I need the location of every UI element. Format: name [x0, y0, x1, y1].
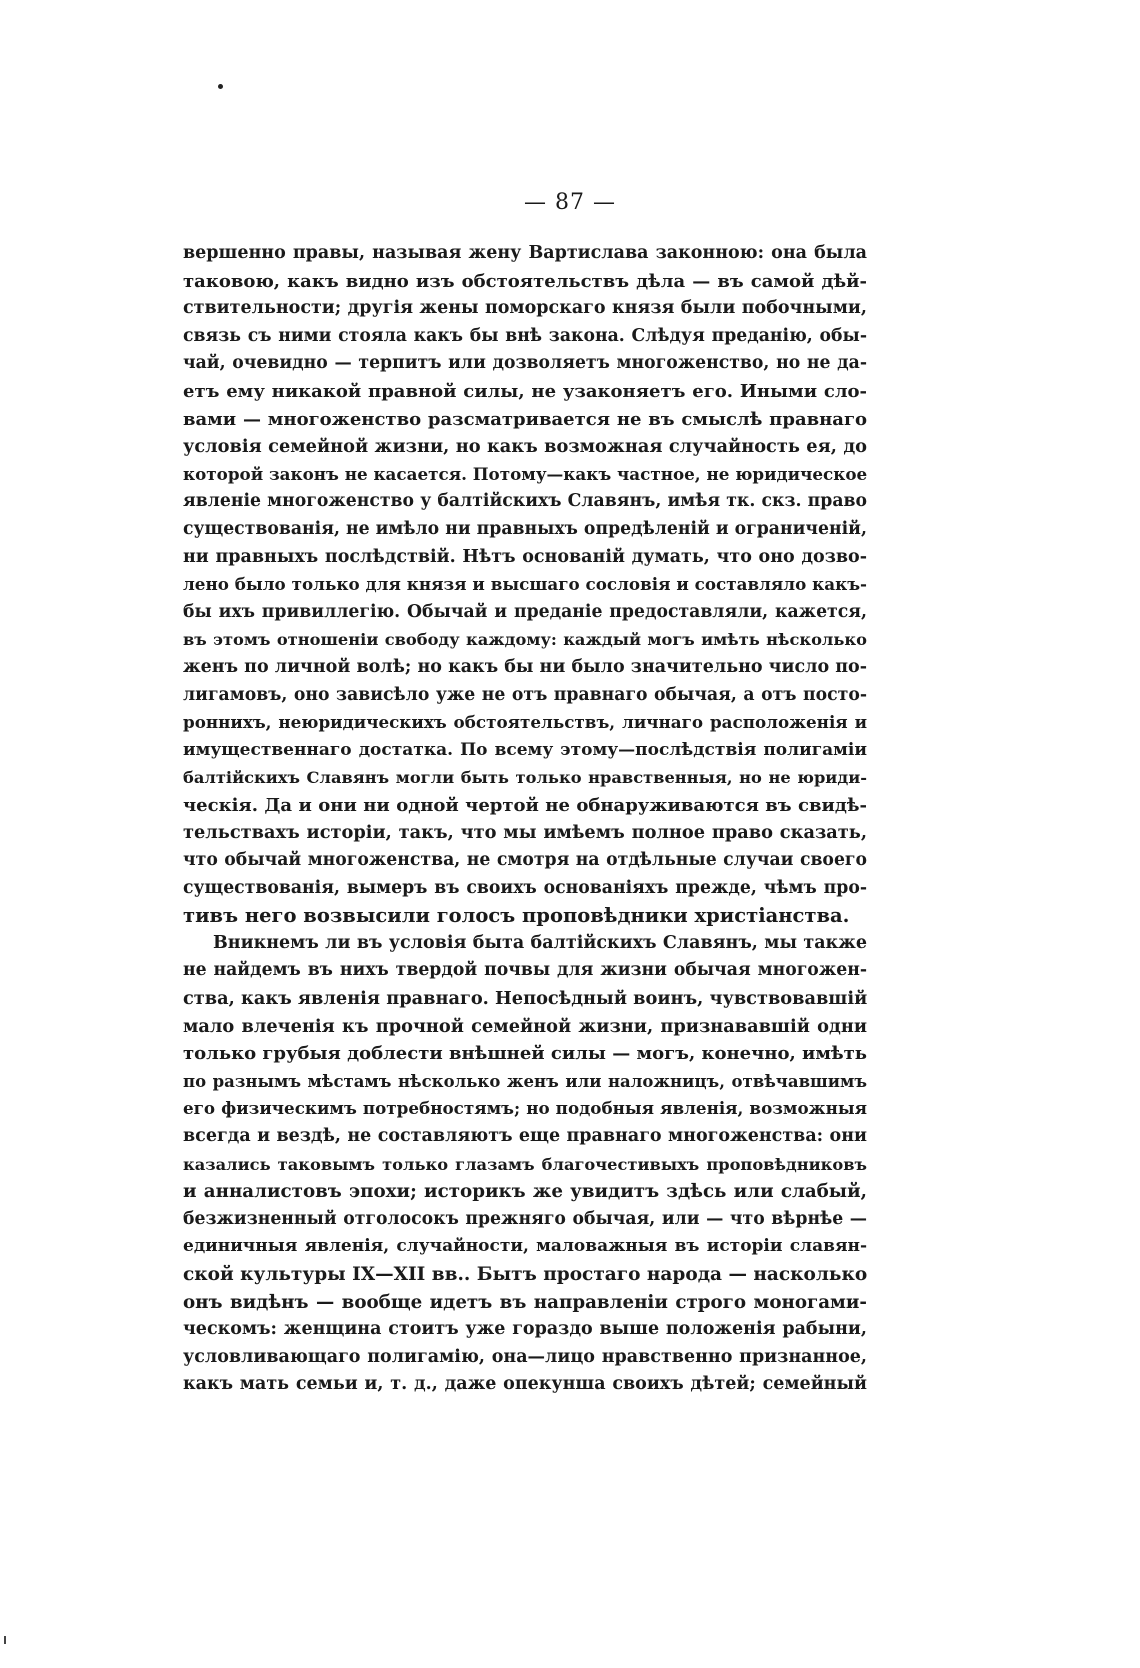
text-line: связь съ ними стояла какъ бы внѣ закона. Слѣдуя преданію, обы-: [183, 325, 867, 346]
text-line: лигамовъ, оно зависѣло уже не отъ правнаго обычая, а отъ посто-: [183, 684, 867, 705]
text-line: ской культуры IX—XII вв.. Бытъ простаго народа — насколько: [183, 1263, 868, 1285]
text-line: тельствахъ исторіи, такъ, что мы имѣемъ полное право сказать,: [183, 822, 867, 844]
text-line: не найдемъ въ нихъ твердой почвы для жизни обычая многожен-: [183, 960, 867, 981]
text-line: казались таковымъ только глазамъ благочестивыхъ проповѣдниковъ: [183, 1154, 867, 1174]
text-line: условія семейной жизни, но какъ возможная случайность ея, до: [183, 436, 867, 458]
text-line: единичныя явленія, случайности, маловажныя въ исторіи славян-: [183, 1236, 867, 1257]
ink-speck: [4, 1636, 6, 1644]
text-line: ческомъ: женщина стоитъ уже гораздо выше положенія рабыни,: [183, 1319, 867, 1340]
text-line: роннихъ, неюридическихъ обстоятельствъ, личнаго расположенія и: [183, 712, 867, 733]
text-line: ни правныхъ послѣдствій. Нѣтъ основаній думать, что оно дозво-: [183, 546, 867, 567]
ink-speck: [218, 84, 223, 89]
text-line: ства, какъ явленія правнаго. Непосѣдный воинъ, чувствовавшій: [183, 988, 868, 1010]
text-line: только грубыя доблести внѣшней силы — могъ, конечно, имѣть: [183, 1043, 868, 1065]
text-line: его физическимъ потребностямъ; но подобныя явленія, возможныя: [183, 1098, 867, 1119]
text-line: таковою, какъ видно изъ обстоятельствъ дѣла — въ самой дѣй-: [183, 270, 867, 292]
text-line: которой законъ не касается. Потому—какъ частное, не юридическое: [183, 463, 868, 484]
text-line: безжизненный отголосокъ прежняго обычая, или — что вѣрнѣе —: [183, 1208, 867, 1229]
text-line: по разнымъ мѣстамъ нѣсколько женъ или наложницъ, отвѣчавшимъ: [183, 1071, 867, 1091]
text-line: мало влеченія къ прочной семейной жизни, признававшій одни: [183, 1015, 867, 1037]
text-line: что обычай многоженства, не смотря на отдѣльные случаи своего: [183, 850, 867, 871]
text-line: вами — многоженство разсматривается не въ смыслѣ правнаго: [183, 408, 867, 430]
text-line: вершенно правы, называя жену Вартислава законною: она была: [183, 243, 867, 263]
text-line: балтійскихъ Славянъ могли быть только нравственныя, но не юриди-: [183, 768, 867, 788]
text-line: какъ мать семьи и, т. д., даже опекунша своихъ дѣтей; семейный: [183, 1374, 867, 1395]
text-line: въ этомъ отношеніи свободу каждому: каждый могъ имѣть нѣсколько: [183, 630, 867, 650]
text-line: существованія, вымеръ въ своихъ основаніяхъ прежде, чѣмъ про-: [183, 877, 867, 898]
text-line: явленіе многоженство у балтійскихъ Славянъ, имѣя тк. скз. право: [183, 491, 867, 512]
text-line: женъ по личной волѣ; но какъ бы ни было значительно число по-: [183, 656, 867, 677]
text-line: лено было только для князя и высшаго сословія и составляло какъ-: [183, 574, 867, 595]
text-line: условливающаго полигамію, она—лицо нравственно признанное,: [183, 1346, 867, 1367]
text-line: чай, очевидно — терпитъ или дозволяетъ многоженство, но не да-: [183, 353, 867, 374]
text-line: тивъ него возвысили голосъ проповѣдники христіанства.: [183, 904, 850, 928]
body-text: [183, 240, 867, 1399]
text-line: существованія, не имѣло ни правныхъ опредѣленій и ограниченій,: [183, 518, 867, 539]
text-line: бы ихъ привиллегію. Обычай и преданіе предоставляли, кажется,: [183, 601, 867, 622]
text-line: ческія. Да и они ни одной чертой не обнаруживаются въ свидѣ-: [183, 794, 867, 816]
text-line: имущественнаго достатка. По всему этому—послѣдствія полигаміи: [183, 739, 867, 760]
text-line: ствительности; другія жены поморскаго князя были побочными,: [183, 298, 867, 319]
text-line: всегда и вездѣ, не составляютъ еще правнаго многоженства: они: [183, 1126, 867, 1146]
text-line: онъ видѣнъ — вообще идетъ въ направленіи строго моногами-: [183, 1291, 867, 1313]
text-line: етъ ему никакой правной силы, не узаконяетъ его. Иными сло-: [183, 380, 867, 402]
text-line: Вникнемъ ли въ условія быта балтійскихъ Славянъ, мы также: [213, 932, 867, 953]
page-number: — 87 —: [524, 190, 616, 215]
text-line: и анналистовъ эпохи; историкъ же увидитъ здѣсь или слабый,: [183, 1181, 867, 1203]
